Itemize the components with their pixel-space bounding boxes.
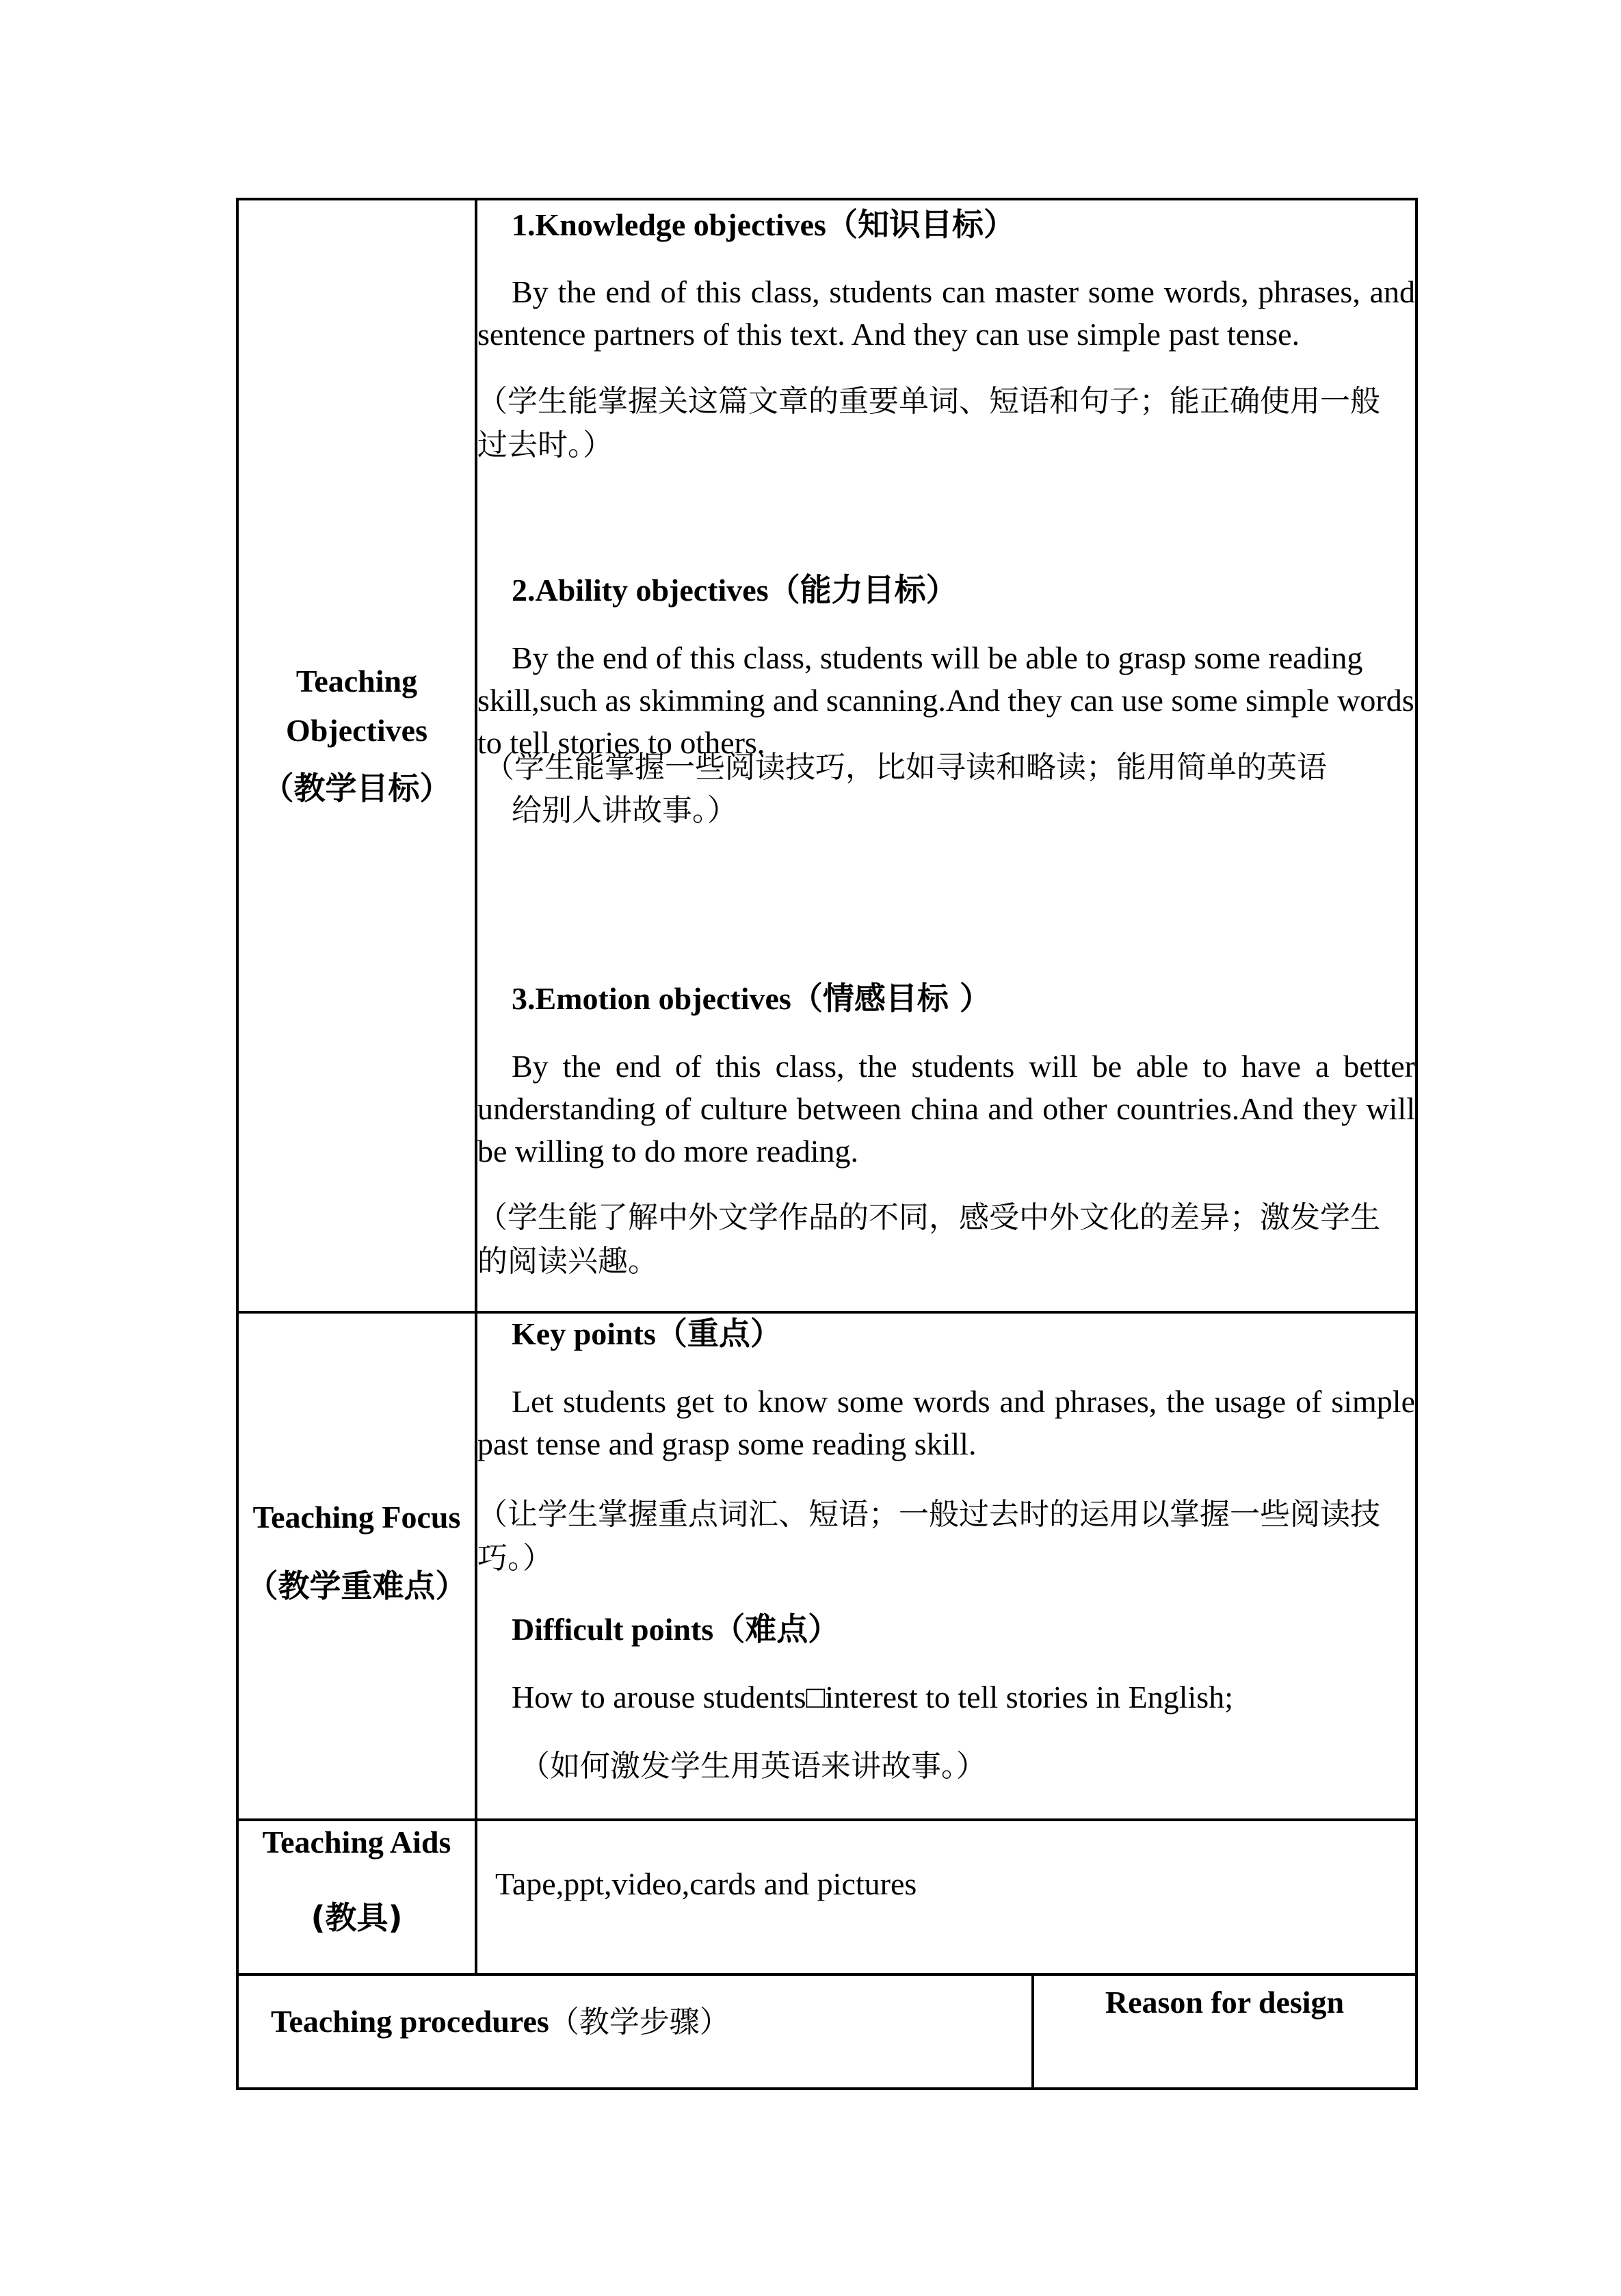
ability-title [512,570,958,610]
focus-content [477,1314,1415,1818]
knowledge-text: By the end of this class, students can master some words, phrases, and sentence partners of this text. And they can use simple past tense. [477,274,1415,352]
difficult-points-text: How to arouse students□interest to tell stories in English; [512,1680,1233,1714]
table-border-left [236,198,239,2090]
emotion-title-en: 3.Emotion objectives [512,981,791,1016]
focus-label-cn: （教学重难点） [246,1567,467,1604]
aids-label-cn: (教具) [311,1899,403,1936]
emotion-title [512,978,991,1019]
objectives-label-en-2: Objectives [286,713,427,748]
ability-title-cn: （能力目标） [768,571,958,608]
reason-for-design-header: Reason for design [1105,1985,1345,2020]
objectives-label-cn: （教学目标） [262,770,451,807]
row-divider-3 [236,1973,1418,1976]
aids-label [239,1823,475,1938]
focus-label-en: Teaching Focus [252,1500,461,1535]
ability-text: By the end of this class, students will be able to grasp some reading skill,such as skimming and scanning.And they can use some simple words to tell stories to others. [477,640,1414,760]
knowledge-title-cn: （知识目标） [826,206,1015,243]
aids-label-en: Teaching Aids [262,1825,451,1860]
knowledge-title-en: 1.Knowledge objectives [512,207,826,242]
objectives-content [477,200,1415,1311]
difficult-points-title-en: Difficult points [512,1612,714,1647]
key-points-title-en: Key points [512,1316,656,1351]
procedures-label [271,2000,730,2044]
emotion-text-cn: （学生能了解中外文学作品的不同，感受中外文化的差异；激发学生的阅读兴趣。 [477,1200,1380,1279]
difficult-points-title-cn: （难点） [713,1610,840,1647]
emotion-title-cn: （情感目标 ） [791,980,991,1017]
focus-label [239,1493,475,1610]
ability-text-cn-2: 给别人讲故事。） [512,793,737,828]
row-divider-2 [236,1818,1418,1821]
knowledge-text-cn: （学生能掌握关这篇文章的重要单词、短语和句子；能正确使用一般过去时。） [477,384,1380,462]
key-points-text-cn: （让学生掌握重点词汇、短语；一般过去时的运用以掌握一些阅读技巧。） [477,1497,1380,1576]
aids-text: Tape,ppt,video,cards and pictures [495,1866,917,1901]
procedures-label-cn: （教学步骤） [549,2005,730,2039]
procedures-label-en: Teaching procedures [271,2004,549,2039]
emotion-text: By the end of this class, the students will be able to have a better understanding of culture between china and other countries.And they will be willing to do more reading. [477,1049,1415,1169]
key-points-text: Let students get to know some words and phrases, the usage of simple past tense and grasp some reading skill. [477,1384,1415,1461]
objectives-label [239,657,475,813]
key-points-title [512,1314,782,1354]
difficult-points-text-cn: （如何激发学生用英语来讲故事。） [520,1749,986,1784]
difficult-points-title [512,1609,839,1649]
table-border-bottom [236,2087,1418,2090]
table-border-right [1415,198,1418,2090]
ability-title-en: 2.Ability objectives [512,573,769,608]
objectives-label-en-1: Teaching [295,664,418,699]
ability-text-cn-1: （学生能掌握一些阅读技巧，比如寻读和略读；能用简单的英语 [484,750,1327,785]
key-points-title-cn: （重点） [655,1315,782,1352]
knowledge-title [512,205,1015,245]
